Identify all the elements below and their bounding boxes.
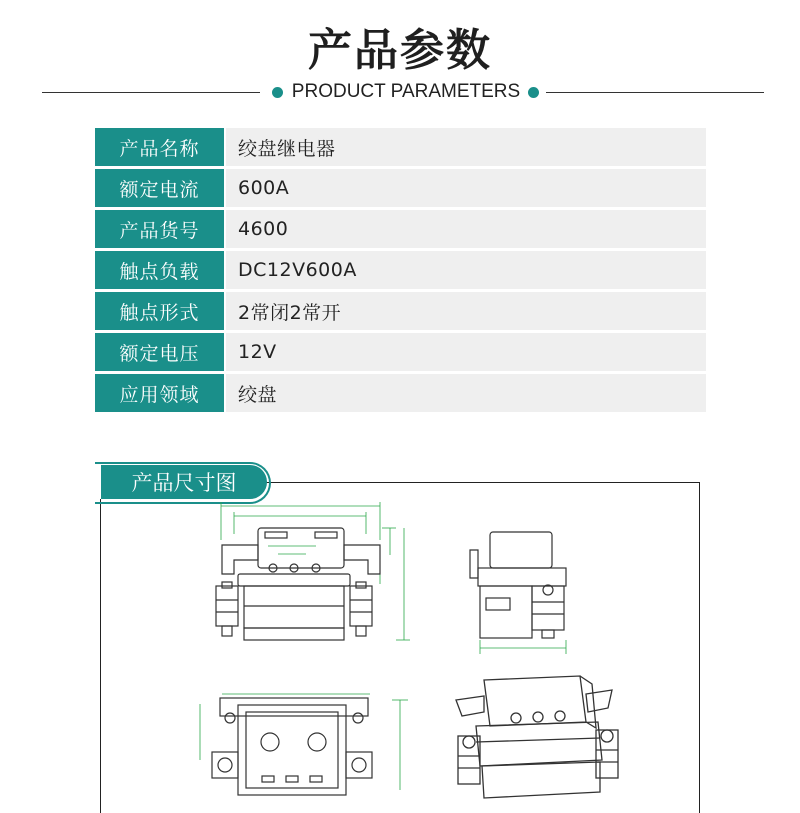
page-subtitle: PRODUCT PARAMETERS (291, 81, 521, 102)
dimension-section-tab: 产品尺寸图 (101, 465, 267, 499)
param-label: 触点负载 (95, 251, 224, 289)
bottom-view-drawing (200, 694, 408, 795)
param-label: 产品名称 (95, 128, 224, 166)
param-value: 绞盘继电器 (226, 128, 706, 166)
param-value: 12V (226, 333, 706, 371)
param-value: 4600 (226, 210, 706, 248)
param-label: 产品货号 (95, 210, 224, 248)
param-label: 额定电流 (95, 169, 224, 207)
param-value: DC12V600A (226, 251, 706, 289)
side-view-drawing (470, 532, 566, 654)
param-label: 应用领域 (95, 374, 224, 412)
param-value: 2常闭2常开 (226, 292, 706, 330)
page-title: 产品参数 (308, 25, 492, 76)
param-value: 600A (226, 169, 706, 207)
isometric-view-drawing (456, 676, 618, 798)
front-view-drawing (216, 502, 410, 640)
param-label: 额定电压 (95, 333, 224, 371)
param-value: 绞盘 (226, 374, 706, 412)
param-label: 触点形式 (95, 292, 224, 330)
